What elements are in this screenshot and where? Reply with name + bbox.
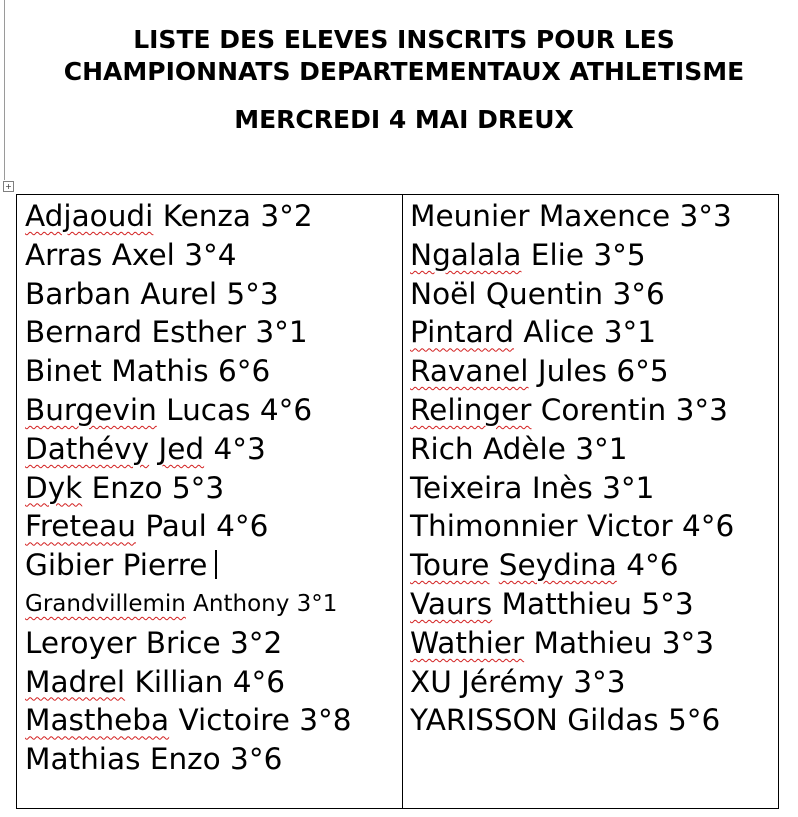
student-entry[interactable] [410,391,775,430]
student-entry[interactable] [410,624,775,663]
student-surname: Madrel [25,664,126,699]
text-cursor [215,550,217,579]
student-surname: Relinger [410,392,532,427]
student-surname: Ravanel [410,354,529,389]
student-entry[interactable] [410,197,775,236]
student-surname: Thimonnier Victor 4°6 [410,509,735,544]
student-details: Jules 6°5 [528,354,669,389]
student-name-part: Seydina [498,548,617,583]
student-surname: Binet Mathis 6°6 [25,354,271,389]
column-divider [402,195,403,808]
document-title-line-2: CHAMPIONNATS DEPARTEMENTAUX ATHLETISME [63,57,745,86]
student-surname: Noël Quentin 3°6 [410,276,665,311]
separator [489,548,498,582]
student-details: Alice 3°1 [514,315,656,350]
student-surname: Pintard [410,315,515,350]
student-entry[interactable] [25,546,397,585]
student-surname: Meunier Maxence 3°3 [410,199,732,233]
student-surname: Bernard Esther 3°1 [25,315,308,350]
student-details: Anthony 3°1 [185,590,338,617]
student-surname: Dyk [25,470,83,505]
student-surname: Rich Adèle 3°1 [410,431,628,466]
student-entry[interactable] [410,701,775,740]
student-details: Kenza 3°2 [153,199,313,233]
student-entry[interactable] [410,313,775,352]
student-entry[interactable] [25,469,397,508]
student-entry[interactable] [25,663,397,702]
student-surname: Arras Axel 3°4 [25,237,237,272]
student-details: Paul 4°6 [135,509,269,544]
student-entry[interactable] [410,430,775,469]
student-entry[interactable] [25,624,397,663]
student-entry[interactable] [25,585,397,624]
student-details: Mathieu 3°3 [524,625,714,660]
student-details: Corentin 3°3 [531,392,728,427]
document-title-line-3: MERCREDI 4 MAI DREUX [234,105,574,134]
student-details: Elie 3°5 [521,237,646,272]
student-details: Killian 4°6 [125,664,286,699]
student-name-part: Jed [158,431,205,466]
student-entry[interactable] [410,585,775,624]
student-surname: Leroyer Brice 3°2 [25,625,283,660]
student-surname: Toure [410,548,490,583]
student-details: Victoire 3°8 [169,703,352,738]
student-surname: YARISSON Gildas 5°6 [410,703,721,738]
document-title-line-1: LISTE DES ELEVES INSCRITS POUR LES [133,25,675,54]
student-surname: Adjaoudi [25,199,154,233]
student-details: Matthieu 5°3 [492,586,694,621]
student-entry[interactable] [410,352,775,391]
student-entry[interactable] [25,507,397,546]
student-surname: Freteau [25,509,136,544]
table-column-left[interactable] [25,197,397,779]
student-surname: Wathier [410,625,525,660]
student-entry[interactable] [25,352,397,391]
separator [149,432,158,466]
student-entry[interactable] [25,275,397,314]
student-details: Lucas 4°6 [156,392,313,427]
table-column-right[interactable] [410,197,775,740]
student-surname: Barban Aurel 5°3 [25,276,279,311]
student-surname: Gibier Pierre [25,548,208,583]
student-entry[interactable] [25,430,397,469]
student-entry[interactable] [25,236,397,275]
student-entry[interactable] [25,197,397,236]
student-details: 4°3 [204,431,266,466]
student-entry[interactable] [25,391,397,430]
student-entry[interactable] [25,740,397,779]
student-surname: Ngalala [410,237,522,272]
student-entry[interactable] [410,663,775,702]
student-surname: Teixeira Inès 3°1 [410,470,655,505]
students-table [16,194,779,809]
student-surname: Mastheba [25,703,170,738]
student-entry[interactable] [410,275,775,314]
student-details: Enzo 5°3 [82,470,225,505]
student-surname: Vaurs [410,586,493,621]
student-surname: Mathias Enzo 3°6 [25,742,283,777]
move-cross-icon[interactable]: + [3,181,14,192]
student-surname: Burgevin [25,392,157,427]
student-surname: Grandvillemin [25,590,186,617]
student-entry[interactable] [25,313,397,352]
student-entry[interactable] [410,507,775,546]
student-entry[interactable] [25,701,397,740]
student-entry[interactable] [410,546,775,585]
student-surname: Dathévy [25,431,150,466]
student-details: 4°6 [616,548,679,583]
student-entry[interactable] [410,236,775,275]
student-entry[interactable] [410,469,775,508]
student-surname: XU Jérémy 3°3 [410,664,626,699]
